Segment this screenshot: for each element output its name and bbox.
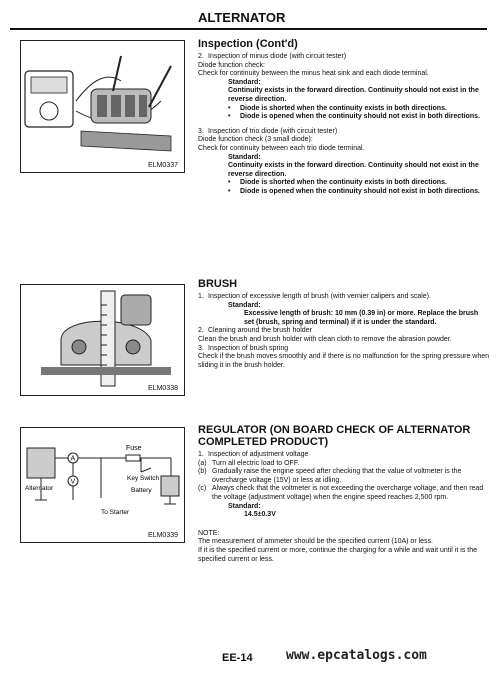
step-item: 2. Inspection of minus diode (with circuit tester) [198, 53, 347, 60]
figure-label: ELM0338 [148, 385, 178, 392]
check-text: Check for continuity between each trio diode terminal. [198, 144, 365, 152]
standard-label: Standard: [228, 502, 261, 510]
bullet-item: • Diode is shorted when the continuity exists in both directions. [198, 105, 490, 114]
section-title: Inspection (Cont'd) [198, 38, 298, 50]
note-text: The measurement of ammeter should be the specified current (10A) or less. [198, 538, 433, 546]
standard-label: Standard: [228, 301, 261, 309]
check-label: Diode function check: [198, 61, 265, 69]
battery-label: Battery [131, 487, 152, 494]
step-item: 3. Inspection of brush spring [198, 344, 289, 352]
standard-label: Standard: [228, 78, 261, 86]
note-text: If it is the specified current or more, continue the charging for a while and wait until it is the specified current or less. [198, 546, 477, 563]
figure-minus-diode [20, 40, 185, 173]
to-starter-label: To Starter [101, 509, 130, 516]
section-title: REGULATOR (ON BOARD CHECK OF ALTERNATOR COMPLETED PRODUCT) [198, 424, 471, 448]
brush-caliper-illustration [21, 285, 184, 395]
regulator-section [198, 424, 490, 564]
bullet-item: • Diode is opened when the continuity should not exist in both directions. [198, 188, 490, 197]
figure-label: ELM0339 [148, 532, 178, 539]
step-item: 1. Inspection of excessive length of brush (with vernier calipers and scale). [198, 293, 431, 300]
standard-text: Excessive length of brush: 10 mm (0.39 in) or more. Replace the brush set (brush, spring and terminal) if it is under the standard. [244, 310, 479, 326]
figure-brush [20, 284, 185, 396]
brush-section [198, 278, 490, 370]
watermark: www.epcatalogs.com [286, 648, 427, 663]
key-switch-label: Key Switch [127, 475, 160, 482]
regulator-circuit-diagram [21, 428, 184, 542]
fuse-label: Fuse [126, 445, 142, 452]
sub-step: (c) Always check that the voltmeter is not exceeding the overcharge voltage, and then read the voltage (adjustment voltage) when the engine speed reaches 2,500 rpm. [198, 485, 484, 501]
check-label: Diode function check (3 small diode): [198, 136, 313, 144]
figure-label: ELM0337 [148, 162, 178, 169]
standard-text: Continuity exists in the forward direction. Continuity should not exist in the reverse direction. [228, 87, 479, 103]
step-item: 3. Inspection of trio diode (with circuit tester) [198, 127, 338, 135]
step-text: Check if the brush moves smoothly and if there is no malfunction for the spring pressure when sliding it in the brush holder. [198, 353, 490, 369]
header-rule [10, 28, 487, 30]
sub-step: (a) Turn all electric load to OFF. [198, 459, 300, 467]
standard-label: Standard: [228, 153, 261, 161]
section-title: BRUSH [198, 278, 238, 290]
page-title: ALTERNATOR [198, 10, 286, 25]
ammeter-symbol: A [70, 455, 76, 463]
sub-step: (b) Gradually raise the engine speed after checking that the value of voltmeter is the overcharge voltage (15V) or less at idling. [198, 468, 462, 484]
alternator-label: Alternator [25, 485, 54, 492]
inspection-section [198, 38, 490, 197]
step-item: 2. Cleaning around the brush holder [198, 327, 312, 335]
voltmeter-symbol: V [70, 478, 76, 486]
step-item: 1. Inspection of adjustment voltage [198, 451, 309, 458]
page-number: EE-14 [222, 652, 253, 664]
diode-tester-illustration [21, 41, 184, 172]
standard-value: 14.5±0.3V [244, 511, 276, 519]
bullet-item: • Diode is shorted when the continuity exists in both directions. [198, 179, 490, 188]
standard-text: Continuity exists in the forward direction. Continuity should not exist in the reverse direction. [228, 162, 479, 178]
step-text: Clean the brush and brush holder with clean cloth to remove the abrasion powder. [198, 335, 452, 343]
figure-regulator-circuit [20, 427, 185, 543]
check-text: Check for continuity between the minus heat sink and each diode terminal. [198, 70, 429, 78]
note-label: NOTE: [198, 529, 220, 537]
bullet-item: • Diode is opened when the continuity should not exist in both directions. [198, 113, 490, 122]
